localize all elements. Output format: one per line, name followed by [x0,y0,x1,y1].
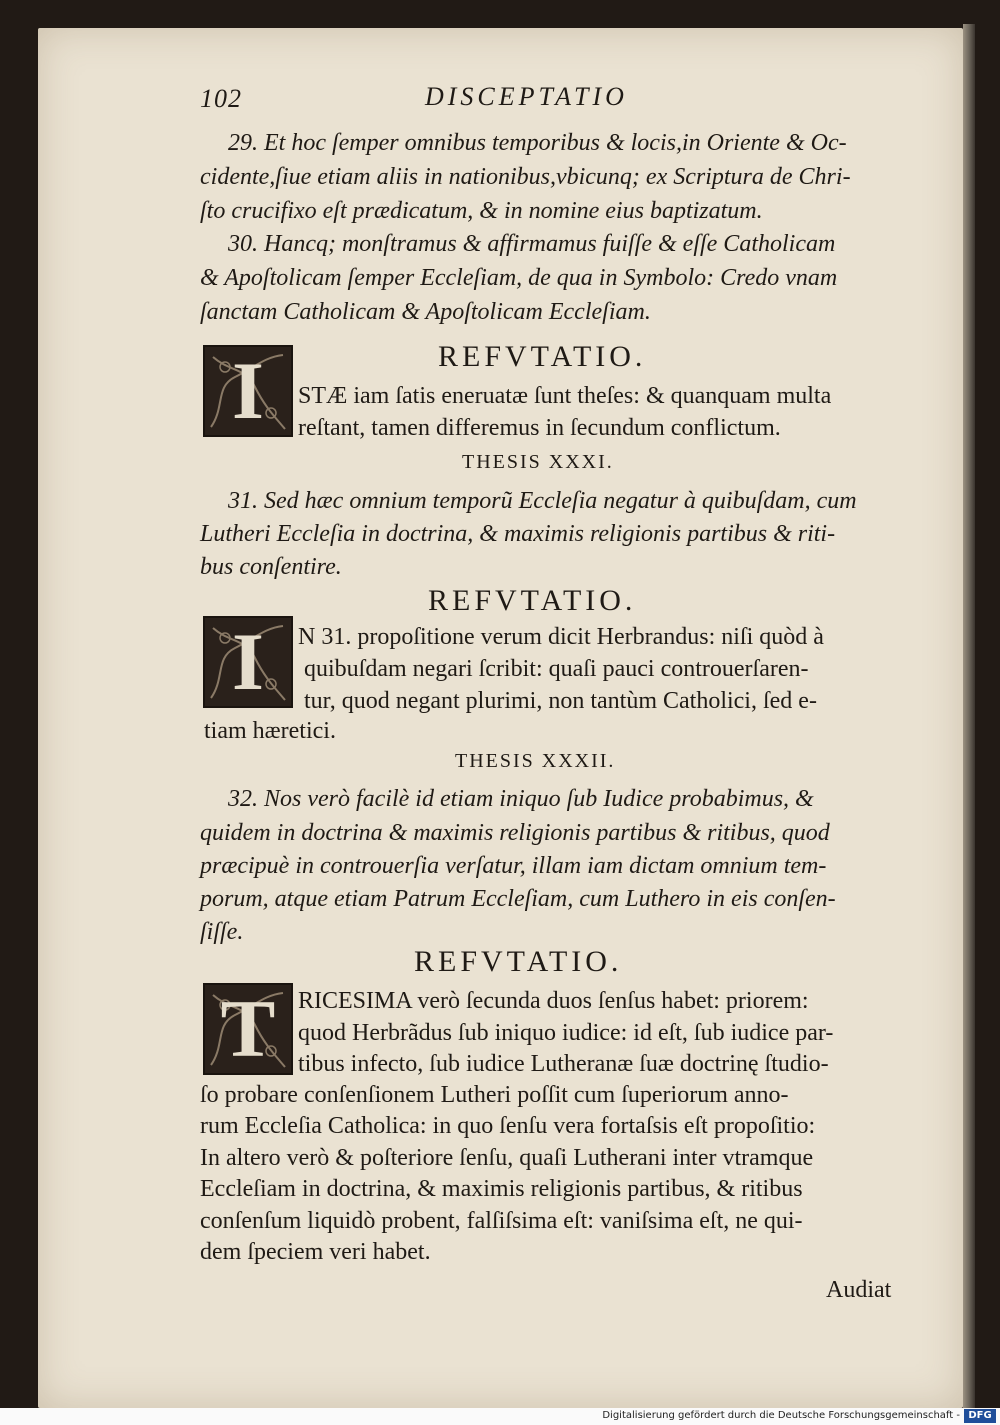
refutatio-3-line-4: ſo probare conſenſionem Lutheri poſſit cum ſuperiorum anno- [200,1082,789,1108]
decorated-initial [203,983,293,1075]
decorated-initial [203,616,293,708]
refutatio-heading: REFVTATIO. [438,340,647,373]
refutatio-1-line-2: reſtant, tamen differemus in ſecundum conflictum. [298,415,781,441]
refutatio-2-line-2: quibuſdam negari ſcribit: quaſi pauci controuerſaren- [304,656,809,682]
thesis-29-line-3: ſto crucifixo eſt prædicatum, & in nomine eius baptizatum. [200,198,763,224]
page-edge [963,24,975,1409]
refutatio-2-line-3: tur, quod negant plurimi, non tantùm Catholici, ſed e- [304,688,817,714]
refutatio-2-line-4: tiam hæretici. [204,718,336,744]
thesis-32-line-2: quidem in doctrina & maximis religionis partibus & ritibus, quod [200,820,830,846]
catchword: Audiat [826,1277,892,1303]
refutatio-3-line-7: Eccleſiam in doctrina, & maximis religionis partibus, & ritibus [200,1176,803,1202]
running-title: DISCEPTATIO [425,82,628,111]
refutatio-3-line-3: tibus infecto, ſub iudice Lutheranæ ſuæ doctrinę ſtudio- [298,1051,829,1077]
refutatio-3-line-9: dem ſpeciem veri habet. [200,1239,431,1265]
thesis-31-line-1: 31. Sed hæc omnium temporũ Eccleſia negatur à quibuſdam, cum [228,488,857,514]
thesis-heading: THESIS XXXII. [455,750,616,772]
thesis-31-line-2: Lutheri Eccleſia in doctrina, & maximis religionis partibus & riti- [200,521,836,547]
thesis-30-line-1: 30. Hancq; monſtramus & affirmamus fuiſſe & eſſe Catholicam [228,231,836,257]
page-number: 102 [200,84,242,113]
dropcap-letter: I [232,345,264,436]
refutatio-3-line-6: In altero verò & poſteriore ſenſu, quaſi Lutherani inter vtramque [200,1145,814,1171]
thesis-32-line-5: ſiſſe. [200,919,244,945]
thesis-32-line-1: 32. Nos verò facilè id etiam iniquo ſub Iudice probabimus, & [228,786,814,812]
thesis-31-line-3: bus conſentire. [200,554,342,580]
decorated-initial [203,345,293,437]
refutatio-3-line-8: conſenſum liquidò probent, falſiſsima eſt: vaniſsima eſt, ne qui- [200,1208,803,1234]
thesis-29-line-2: cidente,ſiue etiam aliis in nationibus,vbicunq; ex Scriptura de Chri- [200,164,851,190]
thesis-32-line-4: porum, atque etiam Patrum Eccleſiam, cum Luthero in eis conſen- [200,886,836,912]
refutatio-2-line-1: N 31. propoſitione verum dicit Herbrandus: niſi quòd à [298,624,824,650]
refutatio-1-line-1: STÆ iam ſatis eneruatæ ſunt theſes: & quanquam multa [298,383,832,409]
thesis-29-line-1: 29. Et hoc ſemper omnibus temporibus & locis,in Oriente & Oc- [228,130,847,156]
refutatio-3-line-5: rum Eccleſia Catholica: in quo ſenſu vera fortaſsis eſt propoſitio: [200,1113,816,1139]
dfg-logo: DFG [964,1409,996,1423]
dropcap-letter: I [232,616,264,707]
refutatio-3-line-2: quod Herbrãdus ſub iniquo iudice: id eſt, ſub iudice par- [298,1020,834,1046]
thesis-30-line-3: ſanctam Catholicam & Apoſtolicam Eccleſiam. [200,299,651,325]
thesis-32-line-3: præcipuè in controuerſia verſatur, illam iam dictam omnium tem- [200,853,827,879]
thesis-30-line-2: & Apoſtolicam ſemper Eccleſiam, de qua in Symbolo: Credo vnam [200,265,838,291]
thesis-heading: THESIS XXXI. [462,451,614,473]
refutatio-3-line-1: RICESIMA verò ſecunda duos ſenſus habet: priorem: [298,988,809,1014]
dropcap-letter: T [220,983,276,1074]
funding-notice: Digitalisierung gefördert durch die Deutsche Forschungsgemeinschaft - [602,1410,960,1421]
refutatio-heading: REFVTATIO. [428,584,637,617]
refutatio-heading: REFVTATIO. [414,945,623,978]
